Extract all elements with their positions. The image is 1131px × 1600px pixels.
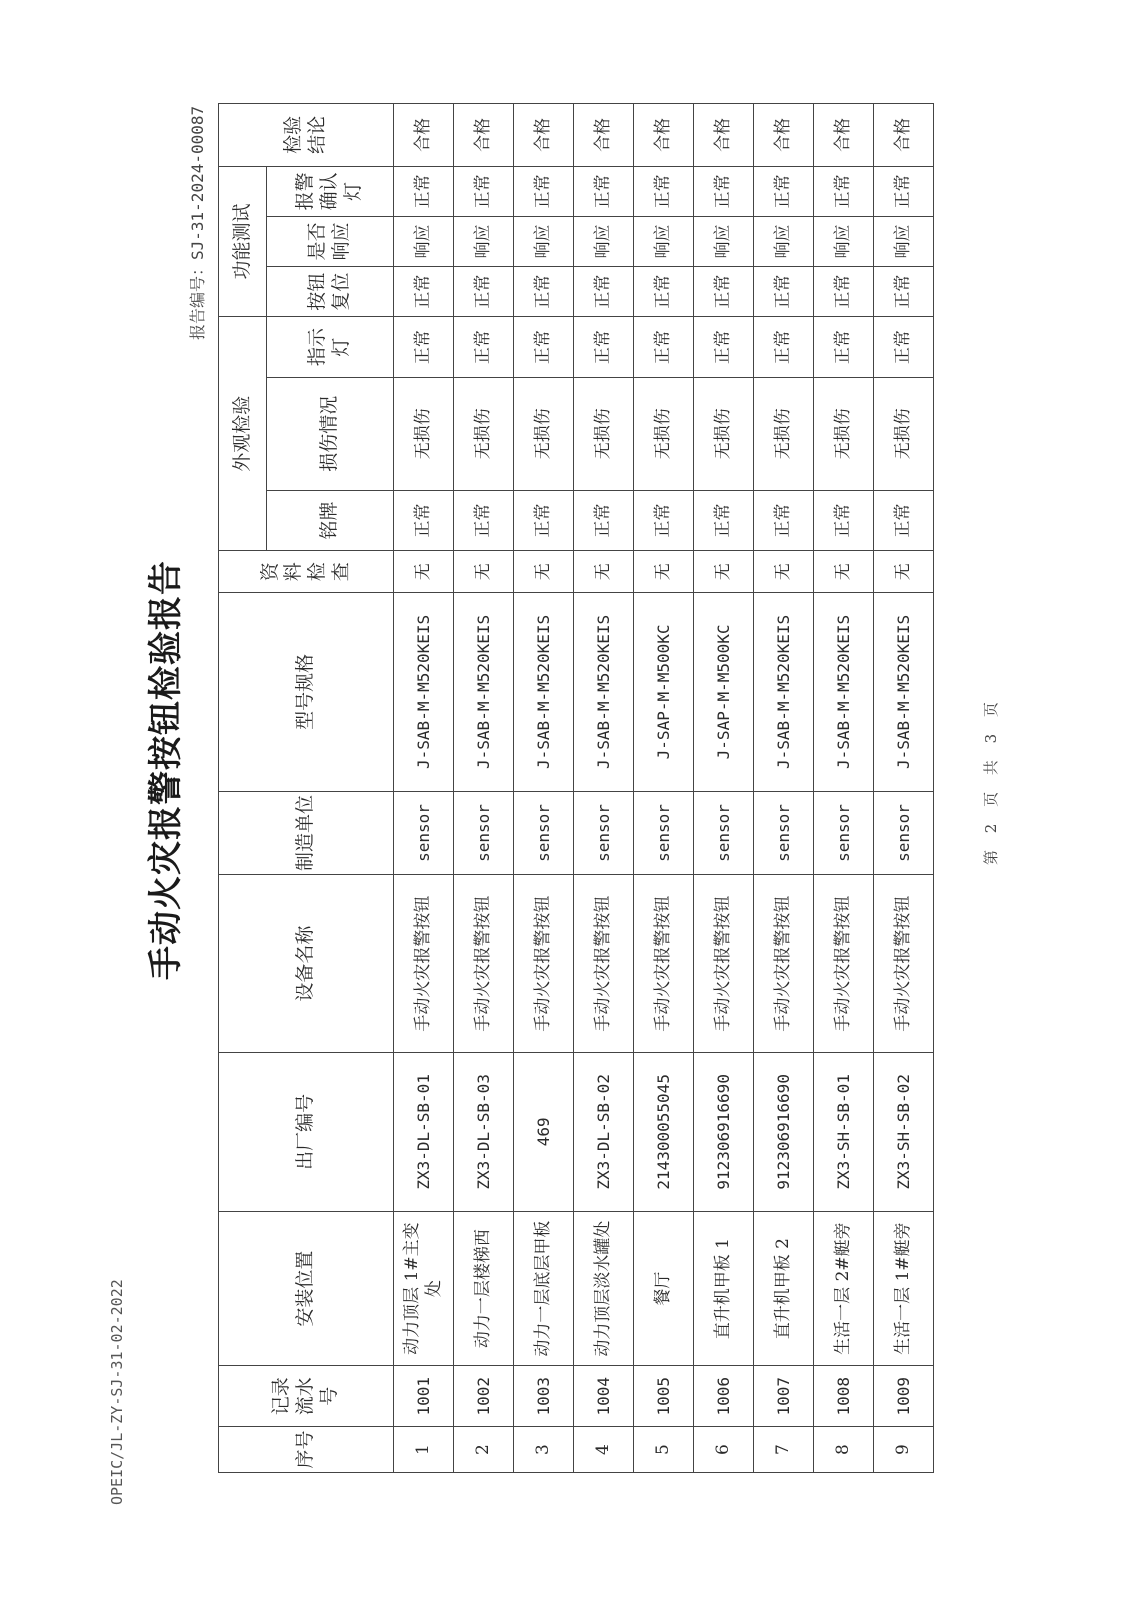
cell-confirm-light: 正常 [694,166,754,216]
cell-nameplate: 正常 [694,490,754,551]
header-row-1 [219,104,267,1473]
cell-reset: 正常 [634,267,694,317]
cell-record: 1003 [514,1366,574,1427]
cell-factory-no: ZX3-DL-SB-01 [394,1052,454,1211]
cell-confirm-light: 正常 [394,166,454,216]
cell-confirm-light: 正常 [514,166,574,216]
cell-record: 1005 [634,1366,694,1427]
cell-reset: 正常 [874,267,934,317]
cell-seq: 4 [574,1427,634,1473]
table-row [454,104,514,1473]
cell-doc-check: 无 [694,551,754,593]
cell-doc-check: 无 [394,551,454,593]
cell-nameplate: 正常 [814,490,874,551]
cell-record: 1009 [874,1366,934,1427]
cell-factory-no: 469 [514,1052,574,1211]
page-number: 第 2 页 共 3 页 [982,696,1000,865]
cell-indicator: 正常 [514,317,574,378]
cell-reset: 正常 [394,267,454,317]
cell-confirm-light: 正常 [754,166,814,216]
cell-model: J-SAB-M-M520KEIS [454,593,514,792]
cell-nameplate: 正常 [514,490,574,551]
header-factory-no: 出厂编号 [219,1052,394,1211]
cell-damage: 无损伤 [814,377,874,490]
cell-indicator: 正常 [394,317,454,378]
cell-damage: 无损伤 [514,377,574,490]
header-record: 记录流水号 [219,1366,394,1427]
cell-damage: 无损伤 [574,377,634,490]
cell-location: 动力一层底层甲板 [514,1211,574,1366]
table-row [634,104,694,1473]
cell-location: 动力顶层淡水罐处 [574,1211,634,1366]
cell-seq: 5 [634,1427,694,1473]
cell-indicator: 正常 [634,317,694,378]
cell-respond: 响应 [814,216,874,266]
cell-location: 生活一层 1#艇旁 [874,1211,934,1366]
cell-manufacturer: sensor [874,791,934,875]
header-respond: 是否响应 [266,216,393,266]
header-appearance: 外观检验 [219,317,267,551]
cell-factory-no: 912306916690 [694,1052,754,1211]
cell-factory-no: ZX3-DL-SB-03 [454,1052,514,1211]
cell-damage: 无损伤 [454,377,514,490]
cell-nameplate: 正常 [634,490,694,551]
cell-manufacturer: sensor [754,791,814,875]
form-code: OPEIC/JL-ZY-SJ-31-02-2022 [108,1279,126,1505]
cell-respond: 响应 [394,216,454,266]
header-confirm-light: 报警确认灯 [266,166,393,216]
cell-damage: 无损伤 [394,377,454,490]
table-row [394,104,454,1473]
cell-seq: 7 [754,1427,814,1473]
cell-model: J-SAB-M-M520KEIS [874,593,934,792]
cell-model: J-SAP-M-M500KC [634,593,694,792]
cell-factory-no: ZX3-SH-SB-01 [814,1052,874,1211]
cell-factory-no: ZX3-DL-SB-02 [574,1052,634,1211]
cell-doc-check: 无 [574,551,634,593]
cell-nameplate: 正常 [754,490,814,551]
cell-device: 手动火灾报警按钮 [874,875,934,1053]
table-row [874,104,934,1473]
cell-manufacturer: sensor [814,791,874,875]
cell-doc-check: 无 [454,551,514,593]
cell-conclusion: 合格 [394,104,454,167]
cell-conclusion: 合格 [574,104,634,167]
cell-device: 手动火灾报警按钮 [514,875,574,1053]
cell-model: J-SAP-M-M500KC [694,593,754,792]
cell-reset: 正常 [514,267,574,317]
cell-indicator: 正常 [874,317,934,378]
cell-damage: 无损伤 [874,377,934,490]
cell-device: 手动火灾报警按钮 [394,875,454,1053]
cell-seq: 3 [514,1427,574,1473]
cell-nameplate: 正常 [574,490,634,551]
table-row [814,104,874,1473]
cell-respond: 响应 [574,216,634,266]
cell-model: J-SAB-M-M520KEIS [754,593,814,792]
cell-doc-check: 无 [754,551,814,593]
cell-respond: 响应 [874,216,934,266]
cell-respond: 响应 [634,216,694,266]
cell-damage: 无损伤 [634,377,694,490]
cell-seq: 9 [874,1427,934,1473]
cell-conclusion: 合格 [514,104,574,167]
header-device: 设备名称 [219,875,394,1053]
cell-nameplate: 正常 [394,490,454,551]
cell-indicator: 正常 [754,317,814,378]
cell-confirm-light: 正常 [574,166,634,216]
cell-damage: 无损伤 [754,377,814,490]
cell-location: 动力顶层 1#主变处 [394,1211,454,1366]
cell-manufacturer: sensor [574,791,634,875]
header-damage: 损伤情况 [266,377,393,490]
cell-nameplate: 正常 [874,490,934,551]
cell-location: 生活一层 2#艇旁 [814,1211,874,1366]
cell-indicator: 正常 [454,317,514,378]
cell-nameplate: 正常 [454,490,514,551]
header-nameplate: 铭牌 [266,490,393,551]
cell-record: 1002 [454,1366,514,1427]
cell-factory-no: 214300055045 [634,1052,694,1211]
cell-record: 1006 [694,1366,754,1427]
cell-conclusion: 合格 [874,104,934,167]
cell-confirm-light: 正常 [634,166,694,216]
report-number-value: SJ-31-2024-00087 [188,105,207,260]
header-manufacturer: 制造单位 [219,791,394,875]
cell-indicator: 正常 [574,317,634,378]
cell-manufacturer: sensor [694,791,754,875]
cell-doc-check: 无 [814,551,874,593]
inspection-table [218,103,934,1473]
cell-location: 餐厅 [634,1211,694,1366]
header-model: 型号规格 [219,593,394,792]
cell-seq: 6 [694,1427,754,1473]
cell-conclusion: 合格 [634,104,694,167]
cell-indicator: 正常 [694,317,754,378]
cell-respond: 响应 [514,216,574,266]
cell-device: 手动火灾报警按钮 [634,875,694,1053]
cell-doc-check: 无 [514,551,574,593]
cell-confirm-light: 正常 [814,166,874,216]
cell-respond: 响应 [754,216,814,266]
cell-confirm-light: 正常 [454,166,514,216]
document-title: 手动火灾报警按钮检验报告 [146,560,186,980]
cell-reset: 正常 [454,267,514,317]
cell-manufacturer: sensor [634,791,694,875]
cell-reset: 正常 [574,267,634,317]
cell-device: 手动火灾报警按钮 [814,875,874,1053]
cell-conclusion: 合格 [694,104,754,167]
cell-model: J-SAB-M-M520KEIS [514,593,574,792]
cell-respond: 响应 [694,216,754,266]
cell-factory-no: 912306916690 [754,1052,814,1211]
header-conclusion: 检验结论 [219,104,394,167]
cell-manufacturer: sensor [394,791,454,875]
header-reset: 按钮复位 [266,267,393,317]
cell-record: 1007 [754,1366,814,1427]
header-doc-check: 资料检查 [219,551,394,593]
table-body [394,104,934,1473]
cell-doc-check: 无 [634,551,694,593]
cell-record: 1008 [814,1366,874,1427]
table-row [574,104,634,1473]
header-indicator: 指示灯 [266,317,393,378]
cell-model: J-SAB-M-M520KEIS [574,593,634,792]
cell-manufacturer: sensor [454,791,514,875]
cell-device: 手动火灾报警按钮 [694,875,754,1053]
cell-model: J-SAB-M-M520KEIS [394,593,454,792]
cell-conclusion: 合格 [454,104,514,167]
cell-conclusion: 合格 [754,104,814,167]
header-seq: 序号 [219,1427,394,1473]
cell-reset: 正常 [754,267,814,317]
cell-record: 1001 [394,1366,454,1427]
cell-seq: 8 [814,1427,874,1473]
cell-doc-check: 无 [874,551,934,593]
cell-location: 直升机甲板 2 [754,1211,814,1366]
cell-location: 直升机甲板 1 [694,1211,754,1366]
cell-device: 手动火灾报警按钮 [574,875,634,1053]
cell-factory-no: ZX3-SH-SB-02 [874,1052,934,1211]
cell-reset: 正常 [694,267,754,317]
cell-manufacturer: sensor [514,791,574,875]
cell-model: J-SAB-M-M520KEIS [814,593,874,792]
cell-location: 动力一层楼梯西 [454,1211,514,1366]
cell-damage: 无损伤 [694,377,754,490]
cell-reset: 正常 [814,267,874,317]
report-number-label: 报告编号： [188,259,207,340]
table-row [514,104,574,1473]
cell-device: 手动火灾报警按钮 [454,875,514,1053]
cell-device: 手动火灾报警按钮 [754,875,814,1053]
table-row [694,104,754,1473]
cell-record: 1004 [574,1366,634,1427]
report-number [185,106,208,340]
header-function: 功能测试 [219,166,267,316]
cell-seq: 1 [394,1427,454,1473]
cell-respond: 响应 [454,216,514,266]
table-row [754,104,814,1473]
cell-confirm-light: 正常 [874,166,934,216]
cell-conclusion: 合格 [814,104,874,167]
cell-seq: 2 [454,1427,514,1473]
header-location: 安装位置 [219,1211,394,1366]
cell-indicator: 正常 [814,317,874,378]
